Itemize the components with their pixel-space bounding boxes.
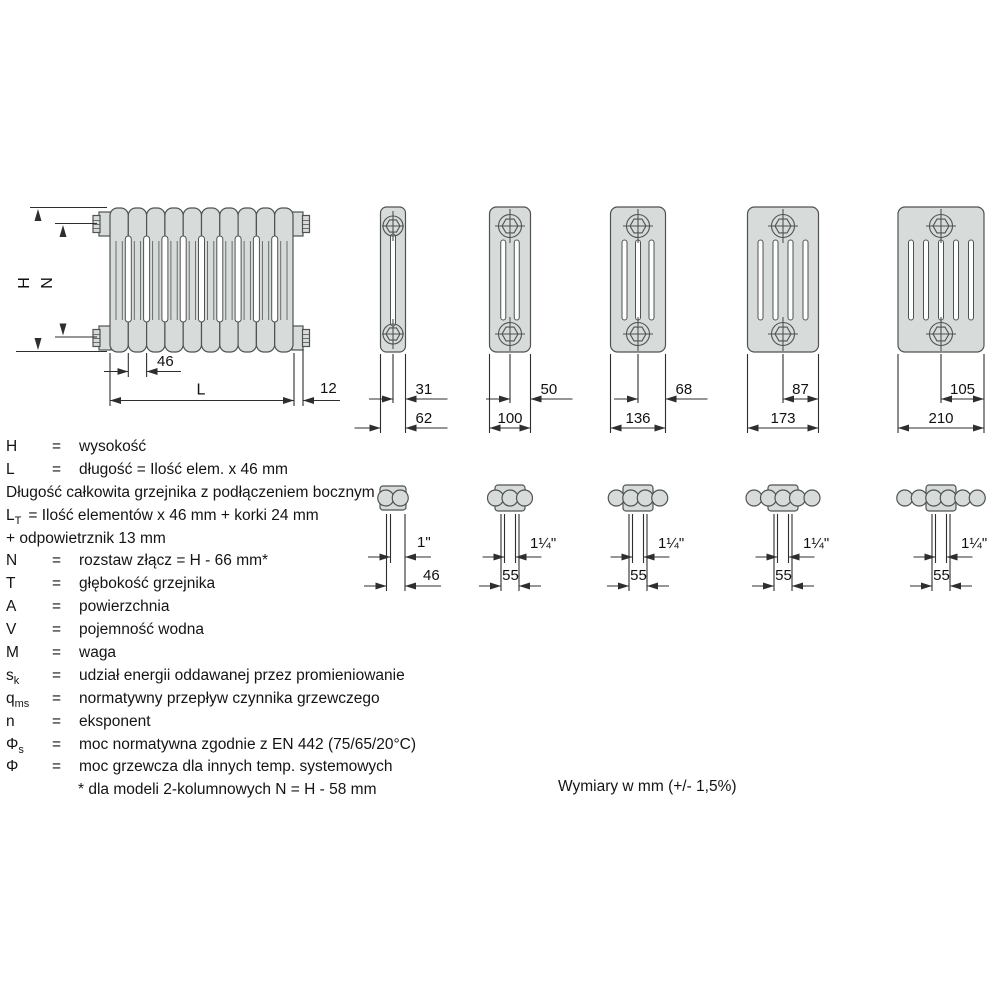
dim-connection-4col: 1¼" xyxy=(658,535,685,552)
dim-label-height: H xyxy=(16,277,33,289)
legend xyxy=(6,436,496,802)
legend-row-M: M = waga xyxy=(6,644,117,662)
legend-row-total-length-note: Długość całkowita grzejnika z podłączeniem bocznym xyxy=(6,483,375,501)
legend-row-phi-s: $\Phi_s$ = moc normatywna zgodnie z EN 442 (75/65/20°C) xyxy=(6,735,417,756)
dim-element-width-4col: 55 xyxy=(630,567,647,584)
section-view-4col xyxy=(611,207,708,433)
section-view-6col xyxy=(898,207,984,433)
legend-row-footnote-2col: * dla modeli 2-kolumnowych N = H - 58 mm xyxy=(78,781,377,799)
dim-half-depth-3col: 50 xyxy=(540,381,558,398)
dim-element-width-6col: 55 xyxy=(933,567,950,584)
section-view-2col xyxy=(355,207,448,433)
dim-depth-4col: 136 xyxy=(625,410,651,427)
dim-connection-3col: 1¼" xyxy=(530,535,557,552)
legend-row-T: T = głębokość grzejnika xyxy=(6,575,216,593)
dim-half-depth-6col: 105 xyxy=(949,381,976,398)
legend-row-A: A = powierzchnia xyxy=(6,598,170,616)
dim-half-depth-5col: 87 xyxy=(792,381,809,398)
dim-element-width-3col: 55 xyxy=(502,567,519,584)
top-view-4col xyxy=(607,485,684,591)
dim-half-depth-2col: 31 xyxy=(415,381,433,398)
dim-element-width-2col: 46 xyxy=(423,567,440,584)
legend-row-N: N = rozstaw złącz = H - 66 mm* xyxy=(6,552,269,570)
legend-row-phi: Φ = moc grzewcza dla innych temp. systemowych xyxy=(6,758,393,776)
legend-row-H: H = wysokość xyxy=(6,438,147,455)
dim-depth-3col: 100 xyxy=(497,410,523,427)
section-view-5col xyxy=(748,207,819,433)
dim-depth-6col: 210 xyxy=(928,410,954,427)
dim-depth-2col: 62 xyxy=(415,410,433,427)
dim-label-length: L xyxy=(196,381,206,399)
legend-row-L: L = długość = Ilość elem. x 46 mm xyxy=(6,460,288,478)
legend-row-sk: $s_k$ = udział energii oddawanej przez promieniowanie xyxy=(6,666,405,687)
dim-element-width-5col: 55 xyxy=(775,567,792,584)
front-view-radiator xyxy=(93,208,310,352)
dim-depth-5col: 173 xyxy=(770,410,796,427)
dim-label-end-extension: 12 xyxy=(320,380,337,397)
legend-row-n: n = eksponent xyxy=(6,712,151,730)
legend-row-V: V = pojemność wodna xyxy=(6,621,204,639)
dimensions-tolerance-note: Wymiary w mm (+/- 1,5%) xyxy=(558,778,737,795)
legend-row-vent-note: + odpowietrznik 13 mm xyxy=(6,529,166,547)
legend-row-qms: $q_{ms}$ = normatywny przepływ czynnika grzewczego xyxy=(6,689,380,710)
dim-connection-5col: 1¼" xyxy=(803,535,830,552)
top-view-5col xyxy=(746,485,829,591)
section-view-3col xyxy=(486,207,573,433)
legend-row-LT: $L_T$ = Ilość elementów x 46 mm + korki 24 mm xyxy=(6,506,319,527)
dim-connection-2col: 1" xyxy=(417,534,431,551)
dim-label-joint-spacing: N xyxy=(39,277,56,289)
top-view-6col xyxy=(897,485,987,591)
dim-half-depth-4col: 68 xyxy=(675,381,693,398)
dim-connection-6col: 1¼" xyxy=(961,535,988,552)
dim-label-element-pitch: 46 xyxy=(157,353,174,370)
